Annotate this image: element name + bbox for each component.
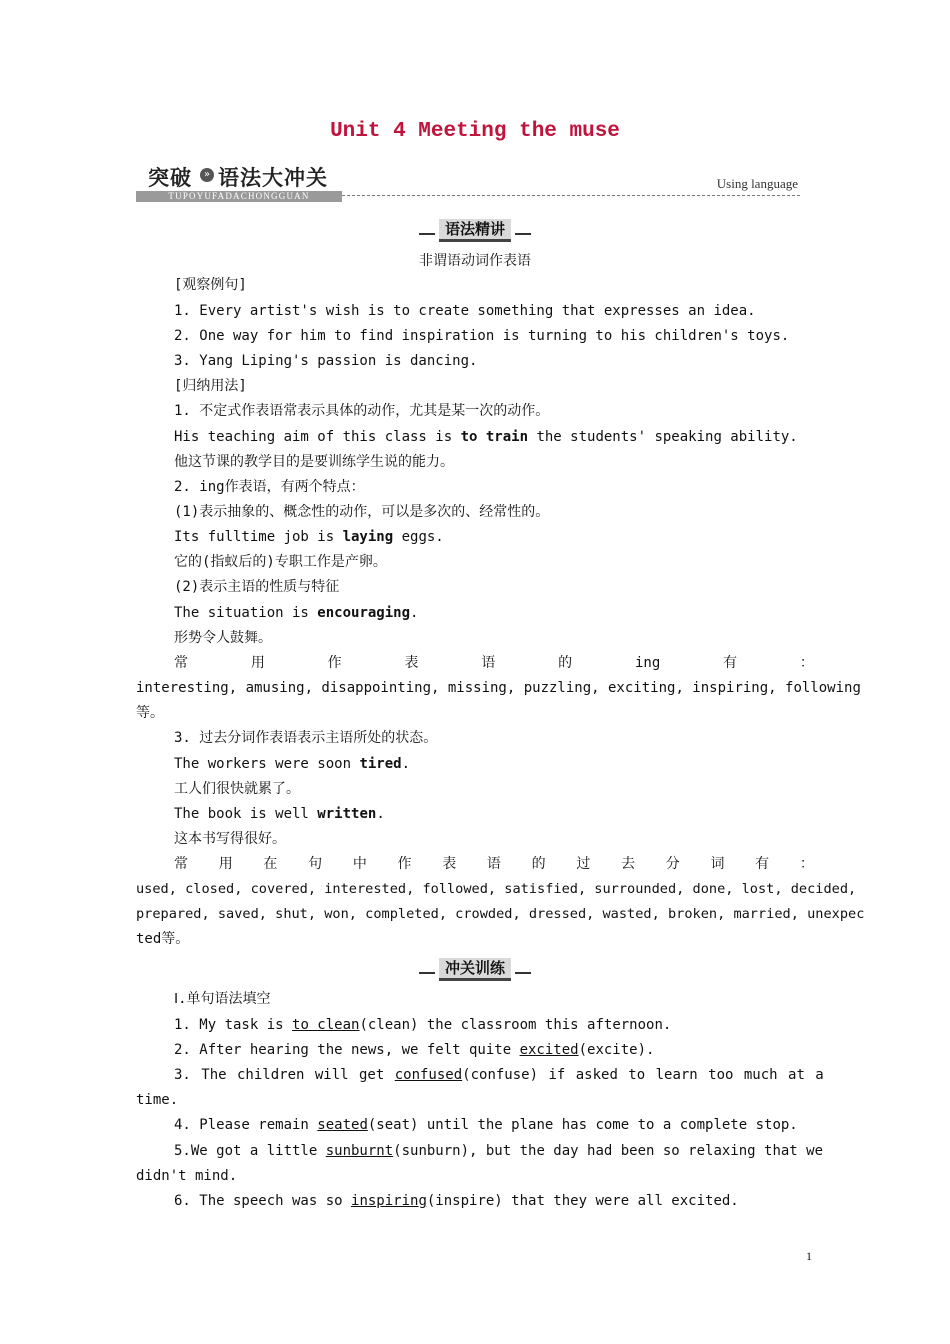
grammar-section-label: 语法精讲 (439, 219, 511, 242)
common-ing-intro: 常 用 作 表 语 的 ing 有 ： (174, 655, 814, 671)
rule-2-2-example: The situation is encouraging. (174, 605, 419, 621)
rule-1: 1. 不定式作表语常表示具体的动作，尤其是某一次的动作。 (174, 403, 550, 419)
rule-1-example: His teaching aim of this class is to train the students' speaking ability. (174, 429, 798, 445)
rule-3-translation-1: 工人们很快就累了。 (174, 781, 300, 797)
rule-1-translation: 他这节课的教学目的是要训练学生说的能力。 (174, 454, 454, 470)
section-banner (136, 162, 800, 202)
answer-5: sunburnt (325, 1143, 394, 1159)
question-3-cont: time. (136, 1092, 179, 1108)
rule-2-2: (2)表示主语的性质与特征 (174, 579, 340, 595)
rule-3-translation-2: 这本书写得很好。 (174, 831, 286, 847)
question-6: 6. The speech was so inspiring(inspire) that they were all excited. (174, 1193, 739, 1209)
question-5: 5.We got a little sunburnt(sunburn), but the day had been so relaxing that we (174, 1143, 824, 1159)
chevron-right-icon: » (200, 168, 214, 182)
rule-2-1: (1)表示抽象的、概念性的动作，可以是多次的、经常性的。 (174, 504, 550, 520)
answer-1: to clean (292, 1017, 360, 1033)
practice-part-heading: Ⅰ.单句语法填空 (174, 991, 271, 1007)
example-sentence-2: 2. One way for him to find inspiration is turning to his children's toys. (174, 328, 790, 344)
example-sentence-3: 3. Yang Liping's passion is dancing. (174, 353, 478, 369)
rule-2-1-example: Its fulltime job is laying eggs. (174, 529, 444, 545)
rule-2-1-translation: 它的(指蚁后的)专职工作是产卵。 (174, 554, 387, 570)
question-2: 2. After hearing the news, we felt quite excited(excite). (174, 1042, 655, 1058)
answer-6: inspiring (351, 1193, 427, 1209)
answer-3: confused (394, 1067, 463, 1083)
common-pp-list-3: ted等。 (136, 931, 190, 947)
question-1: 1. My task is to clean(clean) the classroom this afternoon. (174, 1017, 672, 1033)
banner-section-name: Using language (716, 176, 798, 191)
page-number: 1 (806, 1249, 812, 1263)
practice-section-header (0, 958, 950, 980)
common-pp-intro: 常 用 在 句 中 作 表 语 的 过 去 分 词 有 ： (174, 856, 814, 872)
rule-2-2-translation: 形势令人鼓舞。 (174, 630, 272, 646)
answer-2: excited (519, 1042, 579, 1058)
question-5-cont: didn't mind. (136, 1168, 238, 1184)
banner-pinyin: TUPOYUFADACHONGGUAN (136, 191, 342, 202)
rule-3-example-2: The book is well written. (174, 806, 385, 822)
answer-4: seated (317, 1117, 368, 1133)
practice-section-label: 冲关训练 (439, 958, 511, 981)
question-3: 3. The children will get confused(confuse) if asked to learn too much at a (174, 1067, 824, 1083)
common-pp-list-2: prepared, saved, shut, won, completed, crowded, dressed, wasted, broken, married, unexpec (136, 906, 865, 922)
unit-title: Unit 4 Meeting the muse (330, 120, 620, 143)
common-ing-end: 等。 (136, 705, 164, 721)
common-pp-list-1: used, closed, covered, interested, followed, satisfied, surrounded, done, lost, decided, (136, 881, 857, 897)
summary-heading: [归纳用法] (174, 378, 247, 394)
grammar-topic: 非谓语动词作表语 (419, 253, 531, 269)
rule-2: 2. ing作表语，有两个特点： (174, 479, 365, 495)
rule-3: 3. 过去分词作表语表示主语所处的状态。 (174, 730, 438, 746)
banner-title-part2: 语法大冲关 (218, 166, 328, 190)
banner-title-part1: 突破 (148, 166, 192, 190)
question-4: 4. Please remain seated(seat) until the plane has come to a complete stop. (174, 1117, 798, 1133)
example-sentence-1: 1. Every artist's wish is to create something that expresses an idea. (174, 303, 756, 319)
observe-heading: [观察例句] (174, 277, 247, 293)
grammar-section-header (0, 219, 950, 241)
rule-3-example-1: The workers were soon tired. (174, 756, 411, 772)
common-ing-list: interesting, amusing, disappointing, missing, puzzling, exciting, inspiring, following (136, 680, 861, 696)
banner-divider (342, 195, 800, 196)
